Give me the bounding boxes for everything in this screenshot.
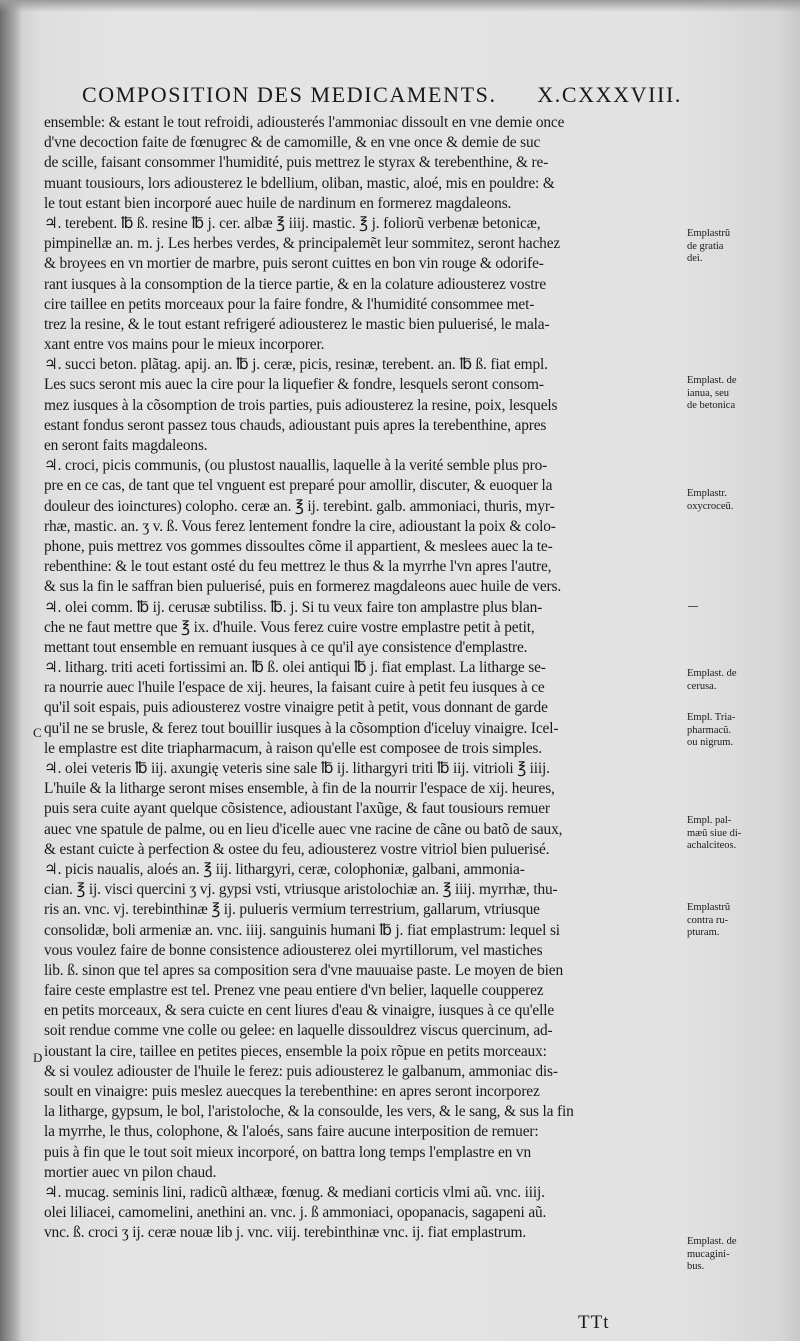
text-line: ♃. olei comm. ℔ ij. cerusæ subtiliss. ℔. j. Si tu veux faire ton amplastre plus blan-	[44, 598, 543, 616]
text-line: la myrrhe, le thus, colophone, & l'aloés, sans faire aucune interposition de remuer:	[44, 1123, 539, 1141]
margin-note-line: ou nigrum.	[687, 737, 734, 748]
margin-note-line: pturam.	[687, 927, 720, 938]
text-line: che ne faut mettre que ℥ ix. d'huile. Vous ferez cuire vostre emplastre petit à petit,	[44, 618, 535, 636]
text-line: rebenthine: & le tout estant osté du feu mettrez le thus & la myrrhe l'vn apres l'autre,	[44, 558, 552, 576]
margin-note-line: Emplastrũ	[687, 228, 731, 239]
margin-note-line: de gratia	[687, 240, 724, 252]
margin-note-triapharmacum	[687, 712, 797, 750]
margin-note-line: ianua, seu	[687, 387, 729, 399]
margin-note-line: mucagini-	[687, 1248, 730, 1260]
margin-note-line: de betonica	[687, 400, 736, 411]
text-line: pimpinellæ an. m. j. Les herbes verdes, & principalemẽt leur sommitez, seront hachez	[44, 235, 561, 253]
text-line: qu'il soit espais, puis adiousterez vostre vinaigre petit à petit, vous donnant de garde	[44, 699, 548, 717]
text-line: le tout estant bien incorporé auec huile de nardinum en formerez magdaleons.	[44, 194, 512, 212]
text-line: consolidæ, boli armeniæ an. vnc. iiij. sanguinis humani ℔ j. fiat emplastrum: lequel si	[44, 921, 560, 939]
text-line: Les sucs seront mis auec la cire pour la liquefier & fondre, lesquels seront consom-	[44, 376, 544, 394]
text-line: le emplastre est dite triapharmacum, à raison qu'elle est composee de trois simples.	[44, 739, 542, 757]
text-line: ioustant la cire, taillee en petites pieces, ensemble la poix rõpue en petits morceaux:	[44, 1042, 547, 1060]
margin-note-line: Emplast. de	[687, 668, 737, 679]
text-line: lib. ß. sinon que tel apres sa composition sera d'vne mauuaise paste. Le moyen de bien	[44, 961, 564, 979]
marginal-letter-c: C	[33, 725, 42, 740]
margin-note-line: Emplast. de	[687, 375, 737, 386]
text-line: ensemble: & estant le tout refroidi, adiousterés l'ammoniac dissoult en vne demie once	[44, 114, 565, 131]
text-line: rant iusques à la consomption de la tierce partie, & en la colature adiousterez vostre	[44, 275, 547, 293]
text-line: mettant tout ensemble en remuant iusques à ce qu'il aye consistence d'emplastre.	[44, 638, 528, 656]
text-line: en petits morceaux, & sera cuicte en cent liures d'eau & vinaigre, iusques à ce qu'elle	[44, 1002, 555, 1020]
text-line: L'huile & la litharge seront mises ensemble, à fin de la nourrir l'espace de xij. heures,	[44, 780, 555, 798]
text-line: qu'il ne se brusle, & ferez tout bouillir iusques à la cõsomption d'iceluy vinaigre. Icel-	[44, 719, 559, 737]
text-line: d'vne decoction faite de fœnugrec & de camomille, & en vne once & demie de suc	[44, 134, 541, 152]
text-line: mortier auec vn pilon chaud.	[44, 1163, 217, 1181]
margin-note-line: Empl. Tria-	[687, 712, 736, 723]
text-line: & broyees en vn mortier de marbre, puis seront cuittes en bon vin rouge & odorife-	[44, 255, 544, 273]
text-line: douleur des ioinctures) colopho. ceræ an. ℥ ij. terebint. galb. ammoniaci, thuris, myr-	[44, 497, 555, 515]
page-top-shadow	[0, 0, 800, 12]
text-line: ♃. picis naualis, aloés an. ℥ iij. lithargyri, ceræ, colophoniæ, galbani, ammonia-	[44, 860, 525, 878]
margin-note-contra-rupturam	[687, 902, 797, 940]
text-line: ♃. litharg. triti aceti fortissimi an. ℔ ß. olei antiqui ℔ j. fiat emplast. La litharge se-	[44, 659, 546, 677]
text-line: & estant cuicte à perfection & ostee du feu, adiousterez vostre vitriol bien puluerisé.	[44, 840, 550, 858]
text-line: faire ceste emplastre est tel. Prenez vne peau entiere d'vn belier, laquelle coupperez	[44, 982, 544, 1000]
text-line: ♃. succi beton. plãtag. apij. an. ℔ j. ceræ, picis, resinæ, terebent. an. ℔ ß. fiat empl.	[44, 356, 548, 374]
margin-note-line: pharmacũ.	[687, 724, 732, 736]
text-line: ♃. terebent. ℔ ß. resine ℔ j. cer. albæ ℥ iiij. mastic. ℥ j. foliorũ verbenæ betonicæ,	[44, 214, 541, 232]
text-line: ris an. vnc. vj. terebinthinæ ℥ ij. pulueris vermium terrestrium, gallarum, vtriusque	[44, 901, 540, 919]
margin-note-line: bus.	[687, 1261, 705, 1272]
margin-note-line: Emplastr.	[687, 488, 727, 499]
margin-note-mucaginibus	[687, 1236, 797, 1274]
text-line: & sus la fin le saffran bien puluerisé, puis en formerez magdaleons auec huile de vers.	[44, 578, 562, 596]
text-line: auec vne spatule de palme, ou en lieu d'icelle auec vne racine de cãne ou batõ de saux,	[44, 820, 563, 838]
text-line: soit rendue comme vne colle ou gelee: en laquelle dissouldrez viscus quercinum, ad-	[44, 1022, 553, 1040]
running-header	[82, 82, 682, 108]
marginal-letter-d: D	[33, 1050, 43, 1065]
margin-note-line: Emplast. de	[687, 1236, 737, 1247]
text-line: estant fondus seront passez tous chauds, adioustant puis apres la terebenthine, apres	[44, 416, 547, 434]
margin-note-line: cerusa.	[687, 680, 717, 692]
text-line: trez la resine, & le tout estant refrigeré adiousterez le mastic bien puluerisé, le mala-	[44, 315, 550, 333]
text-line: phone, puis mettrez vos gommes dissoultes cõme il appartient, & meslees auec la te-	[44, 537, 553, 555]
text-line: rhæ, mastic. an. ʒ v. ß. Vous ferez lentement fondre la cire, adioustant la poix & colo-	[44, 517, 556, 535]
margin-note-diachalciteos	[687, 815, 797, 853]
margin-note-line: achalciteos.	[687, 840, 737, 851]
text-line: en seront faits magdaleons.	[44, 437, 208, 454]
text-line: puis à fin que le tout soit mieux incorporé, on battra long temps l'emplastre en vn	[44, 1143, 531, 1161]
margin-note-gratia-dei	[687, 228, 797, 266]
text-line: olei liliacei, camomelini, anethini an. vnc. j. ß ammoniaci, opopanacis, sagapeni aũ.	[44, 1204, 547, 1222]
page-gutter-shadow	[0, 0, 22, 1341]
margin-note-line: oxycroceũ.	[687, 500, 734, 512]
text-line: de scille, faisant consommer l'humidité, puis mettrez le styrax & terebenthine, & re-	[44, 154, 549, 172]
text-line: cian. ℥ ij. visci quercini ʒ vj. gypsi vsti, vtriusque aristolochiæ an. ℥ iiij. myrrhæ, thu-	[44, 881, 558, 899]
text-line: cire taillee en petits morceaux pour la faire fondre, & l'humidité consommee met-	[44, 295, 535, 313]
text-line: ♃. mucag. seminis lini, radicũ althææ, fœnug. & mediani corticis vlmi aũ. vnc. iiij.	[44, 1183, 545, 1201]
main-text-block	[44, 113, 684, 1244]
folio-number: X.CXXXVIII.	[537, 82, 682, 107]
text-line: soult en vinaigre: puis meslez auecques la terebenthine: en apres seront incorporez	[44, 1083, 540, 1100]
text-line: ♃. croci, picis communis, (ou plustost nauallis, laquelle à la verité semble plus pro-	[44, 457, 548, 475]
margin-dash	[688, 606, 698, 607]
margin-note-betonica	[687, 375, 797, 413]
margin-note-line: Emplastrũ	[687, 902, 731, 913]
text-line: & si voulez adiouster de l'huile le ferez: puis adiousterez le galbanum, ammoniac dis-	[44, 1062, 558, 1080]
text-line: muant tousiours, lors adiousterez le bdellium, oliban, mastic, aloé, mis en pouldre: &	[44, 174, 555, 192]
margin-note-oxycroceum	[687, 488, 797, 513]
running-title: COMPOSITION DES MEDICAMENTS.	[82, 82, 497, 107]
margin-note-line: mæũ siue di-	[687, 827, 742, 839]
text-line: puis sera cuite ayant quelque cõsistence, adioustant l'axũge, & faut tousiours remuer	[44, 800, 550, 818]
text-line: xant entre vos mains pour le mieux incorporer.	[44, 336, 325, 354]
margin-note-line: Empl. pal-	[687, 815, 732, 826]
text-line: ♃. olei veteris ℔ iij. axungię veteris sine sale ℔ ij. lithargyri triti ℔ iij. vitrioli ℥ iiij.	[44, 760, 550, 777]
margin-note-line: dei.	[687, 253, 703, 264]
text-line: vous voulez faire de bonne consistence adiousterez olei myrtillorum, vel mastiches	[44, 941, 543, 959]
text-line: mez iusques à la cõsomption de trois parties, puis adiousterez la resine, poix, lesquels	[44, 396, 558, 414]
text-line: ra nourrie auec l'huile l'espace de xij. heures, la faisant cuire à petit feu iusques à ce	[44, 679, 545, 697]
margin-note-cerusa	[687, 668, 797, 693]
margin-note-line: contra ru-	[687, 914, 729, 926]
text-line: vnc. ß. croci ʒ ij. ceræ nouæ lib j. vnc. viij. terebinthinæ vnc. ij. fiat emplastrum.	[44, 1224, 527, 1242]
signature-mark: TTt	[578, 1312, 610, 1333]
text-line: pre en ce cas, de tant que tel vnguent est preparé pour amollir, discuter, & euoquer la	[44, 477, 553, 495]
text-line: la litharge, gypsum, le bol, l'aristoloche, & la consoulde, les vers, & le sang, & sus la fin	[44, 1103, 574, 1121]
